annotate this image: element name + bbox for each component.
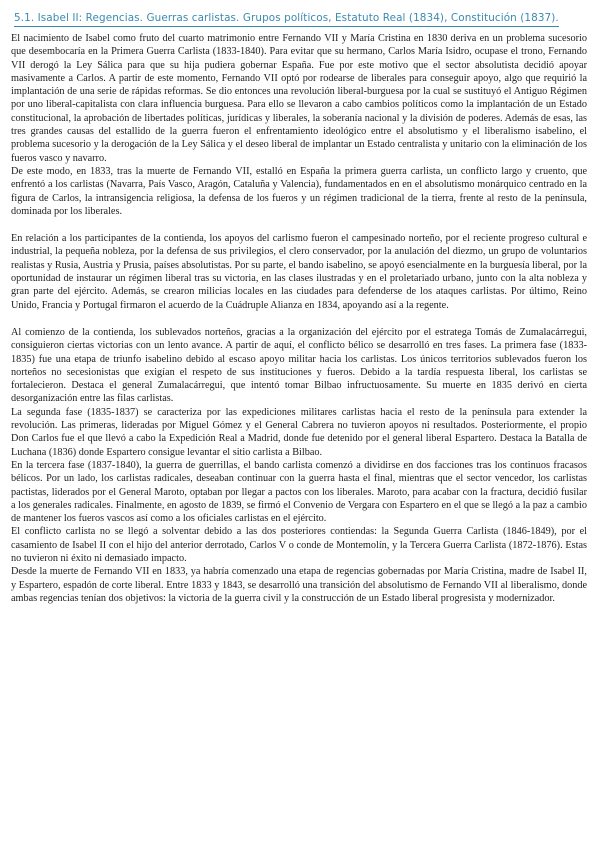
- paragraph-participants: En relación a los participantes de la contienda, los apoyos del carlismo fueron el campesinado norteño, por el reciente progreso cultural e industrial, la pequeña nobleza, por la defensa de sus privilegios, el clero conservador, por la anulación del diezmo, un grupo de voluntarios realistas y Rusia, Austria y Prusia, países absolutistas. Por su parte, el bando isabelino, se apoyó esencialmente en la burguesía liberal, por la oportunidad de instaurar un régimen liberal tras su victoria, en las clases ilustradas y en el proletariado urbano, junto con la alta nobleza y gran parte del ejército. Además, se crearon milicias locales en las ciudades para defenderse de los ataques carlistas. Por último, Reino Unido, Francia y Portugal firmaron el acuerdo de la Cuádruple Alianza en 1834, apoyando así a la regente.: [11, 233, 587, 311]
- document-body: [11, 32, 587, 605]
- document-page: [11, 8, 587, 605]
- paragraph-later-wars: El conflicto carlista no se llegó a solventar debido a las dos posteriores contiendas: la Segunda Guerra Carlista (1846-1849), por el casamiento de Isabel II con el hijo del anterior derrotado, Carlos V o conde de Montemolín, y la Tercera Guerra Carlista (1872-1876). Estas no tuvieron ni éxito ni demasiado impacto.: [11, 526, 587, 564]
- paragraph-regencies: Desde la muerte de Fernando VII en 1833, ya habría comenzado una etapa de regencias gobernadas por María Cristina, madre de Isabel II, y Espartero, espadón de corte liberal. Entre 1833 y 1843, se desarrolló una transición del absolutismo de Fernando VII al liberalismo, donde ambas regencias tenían dos objetivos: la victoria de la guerra civil y la construcción de un Estado liberal progresista y modernizador.: [11, 566, 587, 604]
- paragraph-spacer: [11, 218, 587, 232]
- paragraph-first-phase: Al comienzo de la contienda, los sublevados norteños, gracias a la organización del ejército por el estratega Tomás de Zumalacárregui, consiguieron ciertas victorias con un lento avance. A partir de aquí, el conflicto bélico se desarrolló en tres fases. La primera fase (1833-1835) fue una etapa de triunfo isabelino debido al escaso apoyo militar hacia los carlistas. Los únicos territorios sublevados fueron los norteños no secesionistas que exigían el respeto de sus instituciones y fueros. Debido a la tardía respuesta liberal, los carlistas se fortalecieron. Destaca el general Zumalacárregui, que intentó tomar Bilbao infructuosamente. Su muerte en 1835 derivó en cierta desorganización entre las filas carlistas.: [11, 326, 587, 405]
- paragraph-war-outbreak: De este modo, en 1833, tras la muerte de Fernando VII, estalló en España la primera guerra carlista, un conflicto largo y cruento, que enfrentó a los carlistas (Navarra, País Vasco, Aragón, Cataluña y Valencia), fundamentados en en el absolutismo monárquico centrado en la figura de Carlos, la intransigencia religiosa, la defensa de los fueros y un régimen tradicional de la tierra, frente al resto de la península, dominada por los liberales.: [11, 165, 587, 217]
- paragraph-second-phase: La segunda fase (1835-1837) se caracteriza por las expediciones militares carlistas hacia el resto de la península para extender la revolución. Las primeras, lideradas por Miguel Gómez y el General Cabrera no tuvieron apoyos ni resultados. Posteriormente, el propio Don Carlos fue el que llevó a cabo la Expedición Real a Madrid, donde fue detenido por el general liberal Espartero. Destaca la Batalla de Luchana (1836) donde Espartero consigue levantar el sitio carlista a Bilbao.: [11, 406, 587, 458]
- paragraph-succession-problem: El nacimiento de Isabel como fruto del cuarto matrimonio entre Fernando VII y María Cristina en 1830 deriva en un problema sucesorio que desembocaría en la Primera Guerra Carlista (1833-1840). Para evitar que su hermano, Carlos María Isidro, ocupase el trono, Fernando VII derogó la Ley Sálica para que su hija pudiera gobernar España. Fue por este motivo que el sector absolutista decidió apoyar masivamente a Carlos. A partir de este momento, Fernando VII optó por rodearse de liberales para conseguir apoyo, algo que requirió la implantación de una serie de rápidas reformas. Se dio entonces una revolución liberal-burguesa por la cual se sustituyó el Antiguo Régimen por uno liberal-capitalista con clara influencia burguesa. Para ello se llevaron a cabo cambios políticos como la implantación de un Estado constitucional, la aprobación de libertades políticas, jurídicas y liberales, la soberanía nacional y la división de poderes. Además de esas, las tres grandes causas del estallido de la guerra fueron el enfrentamiento ideológico entre el absolutismo y el liberalismo isabelino, el problema sucesorio y la derogación de la Ley Sálica y el deseo liberal de implantar un Estado centralista y unitario con la eliminación de los fueros vasco y navarro.: [11, 33, 587, 164]
- paragraph-third-phase: En la tercera fase (1837-1840), la guerra de guerrillas, el bando carlista comenzó a dividirse en dos facciones tras los continuos fracasos bélicos. Por un lado, los carlistas radicales, deseaban continuar con la guerra hasta el final, mientras que el sector vencedor, los carlistas pactistas, liderados por el General Maroto, optaban por llegar a pactos con los liberales. Maroto, para acabar con la fractura, decidió fusilar a los generales radicales. Finalmente, en agosto de 1839, se firmó el Convenio de Vergara con Espartero en el que se llegó a la paz a cambio de mantener los fueros vascos así como a los oficiales carlistas en el ejército.: [11, 459, 587, 525]
- paragraph-spacer: [11, 312, 587, 326]
- document-title: 5.1. Isabel II: Regencias. Guerras carlistas. Grupos políticos, Estatuto Real (1834), Constitución (1837).: [14, 12, 559, 27]
